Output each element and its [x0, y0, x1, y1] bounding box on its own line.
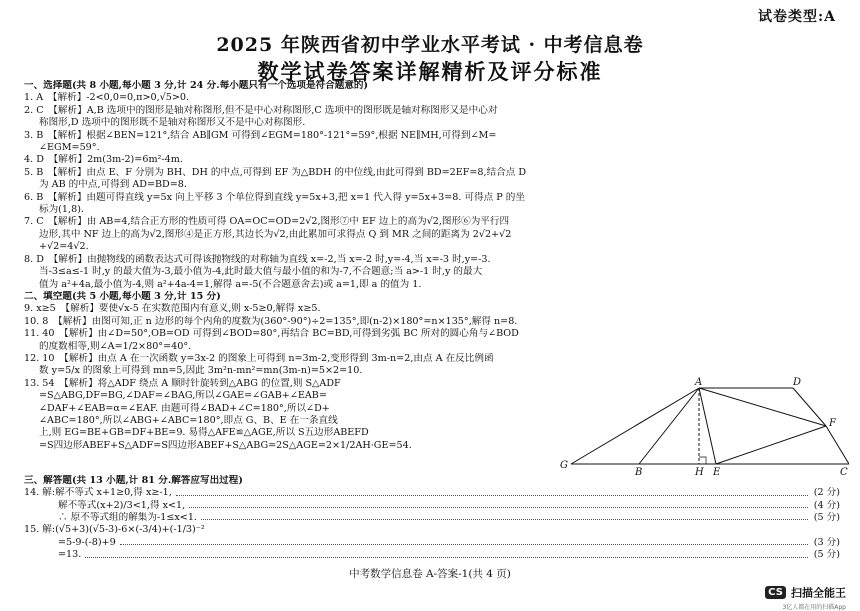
solution-step	[24, 549, 840, 561]
score-points: (5 分)	[813, 511, 840, 523]
answer-line: 2. C 【解析】A,B 选项中的图形是轴对称图形,但不是中心对称图形,C 选项中的图形既是轴对称图形又是中心对	[24, 104, 498, 116]
scanner-logo-icon: CS	[765, 586, 786, 599]
solution-step-text: 14. 解:解不等式 x+1≥0,得 x≥-1,	[24, 487, 172, 499]
answer-key-title: 数学试卷答案详解精析及评分标准	[257, 59, 603, 84]
answer-line: 称图形,D 选项中的图形既不是轴对称图形又不是中心对称图形.	[39, 117, 306, 129]
answer-content	[24, 80, 848, 562]
dotted-leader	[201, 512, 808, 520]
dotted-leader	[176, 487, 808, 495]
answer-line: ∠DAF+∠EAB=α=∠EAF. 由题可得∠BAD+∠C=180°,所以∠D+	[39, 402, 330, 414]
answer-line: ∠ABC=180°,所以∠ABG+∠ABC=180°,即点 G、B、E 在一条直线	[39, 414, 338, 426]
question-13	[24, 376, 848, 476]
solution-step	[24, 537, 840, 549]
dotted-leader	[189, 500, 808, 508]
page-footer: 中考数学信息卷 A-答案-1(共 4 页)	[349, 568, 511, 580]
solution-step	[24, 512, 840, 524]
answer-line: 边形,其中 NF 边上的高为√2,图形④是正方形,其边长为√2,由此累加可求得点 Q 到 MR 之间的距离为 2√2+√2	[39, 228, 512, 240]
scanner-app-name: 扫描全能王	[791, 586, 846, 600]
label-E: E	[713, 466, 721, 476]
section-heading: 二、填空题(共 5 小题,每小题 3 分,计 15 分)	[24, 290, 221, 302]
answer-line: 8. D 【解析】由抛物线的函数表达式可得该抛物线的对称轴为直线 x=-2,当 x=-2 时,y=-4,当 x=-3 时,y=-3.	[24, 253, 491, 265]
answer-line: 当-3≤a≤-1 时,y 的最大值为-3,最小值为-4,此时最大值与最小值的和为-7,不合题意;当 a>-1 时,y 的最大	[39, 266, 483, 278]
answer-line: 5. B 【解析】由点 E、F 分别为 BH、DH 的中点,可得到 EF 为△BDH 的中位线,由此可得到 BD=2EF=8,结合点 D	[24, 166, 527, 178]
label-H: H	[695, 466, 704, 476]
answer-line: 的度数相等,则∠A=1/2×80°=40°.	[39, 340, 192, 352]
answer-line: 6. B 【解析】由题可得直线 y=5x 向上平移 3 个单位得到直线 y=5x+3,把 x=1 代入得 y=5x+3=8. 可得点 P 的坐	[24, 191, 525, 203]
section-heading: 一、选择题(共 8 小题,每小题 3 分,计 24 分.每小题只有一个选项是符合题意的)	[24, 80, 369, 91]
solution-step	[24, 500, 840, 512]
dotted-leader	[85, 549, 807, 557]
answer-line: 3. B 【解析】根据∠BEN=121°,结合 AB∥GM 可得到∠EGM=180°-121°=59°,根据 NE∥MH,可得到∠M=	[24, 129, 497, 141]
answer-line: =S△ABG,DF=BG,∠DAF=∠BAG,所以∠GAE=∠GAB+∠EAB=	[39, 390, 327, 402]
answer-line: 12. 10 【解析】由点 A 在一次函数 y=3x-2 的图象上可得到 n=3m-2,变形得到 3m-n=2,由点 A 在反比例函	[24, 352, 494, 364]
label-B: B	[635, 466, 643, 476]
answer-block-solutions	[24, 475, 840, 562]
scanner-tagline: 3亿人都在用的扫描App	[782, 604, 846, 611]
paper-type-label: 试卷类型:A	[757, 9, 836, 25]
answer-line: +√2=4√2.	[39, 241, 89, 253]
solution-step	[24, 487, 840, 499]
score-points: (5 分)	[813, 549, 840, 561]
score-points: (4 分)	[813, 499, 840, 511]
answer-line: 10. 8 【解析】由图可知,正 n 边形的每个内角的度数为(360°-90°)÷2=135°,即(n-2)×180°=n×135°,解得 n=8.	[24, 315, 518, 327]
answer-line: 9. x≥5 【解析】要使√x-5 在实数范围内有意义,则 x-5≥0,解得 x≥5.	[24, 303, 321, 315]
section-heading: 三、解答题(共 13 小题,计 81 分.解答应写出过程)	[24, 474, 243, 486]
dotted-leader	[120, 537, 808, 545]
solution-step-text: ∴ 原不等式组的解集为-1≤x<1.	[58, 511, 197, 523]
geometry-figure	[549, 376, 849, 476]
answer-line: 13. 54 【解析】将△ADF 绕点 A 顺时针旋转到△ABG 的位置,则 S△ADF	[24, 377, 341, 389]
answer-line: 数 y=5/x 的图象上可得到 mn=5,因此 3m²n-mn²=mn(3m-n)=5×2=10.	[39, 365, 363, 377]
answer-line: 标为(1,8).	[39, 204, 84, 216]
label-D: D	[793, 376, 802, 388]
answer-line: 11. 40 【解析】由∠D=50°,OB=OD 可得到∠BOD=80°,再结合 BC=BD,可得到劣弧 BC 所对的圆心角与∠BOD	[24, 328, 519, 340]
scanner-watermark	[765, 582, 846, 611]
label-G: G	[560, 459, 568, 471]
answer-line: 上,则 EG=BE+GB=DF+BE=9. 易得△AFE≌△AGE,所以 S五边形ABEFD	[39, 427, 369, 439]
answer-line: ∠EGM=59°.	[39, 142, 100, 154]
score-points: (2 分)	[813, 487, 840, 499]
label-F: F	[829, 417, 836, 429]
label-C: C	[840, 466, 848, 476]
exam-title: 2025 年陕西省初中学业水平考试 · 中考信息卷	[216, 34, 644, 56]
answer-line: 15. 解:(√5+3)(√5-3)-6×(-3/4)+(-1/3)⁻²	[24, 524, 205, 536]
question-13-text	[24, 378, 584, 452]
solution-step-text: 解不等式(x+2)/3<1,得 x<1,	[58, 499, 186, 511]
solution-step-text: =5-9-(-8)+9	[58, 536, 116, 548]
answer-line: 4. D 【解析】2m(3m-2)=6m²-4m.	[24, 154, 183, 166]
score-points: (3 分)	[813, 536, 840, 548]
answer-line: 为 AB 的中点,可得到 AD=BD=8.	[39, 179, 187, 191]
label-A: A	[695, 376, 703, 388]
answer-line: 1. A 【解析】-2<0,0=0,π>0,√5>0.	[24, 92, 190, 104]
answer-line: 值为 a²+4a,最小值为-4,则 a²+4a-4=1,解得 a=-5(不合题意舍去)或 a=1,即 a 的值为 1.	[39, 278, 422, 290]
answer-line: =S四边形ABEF+S△ADF=S四边形ABEF+S△ABG=2S△AGE=2×1/2AH·GE=54.	[39, 439, 412, 451]
answer-line: 7. C 【解析】由 AB=4,结合正方形的性质可得 OA=OC=OD=2√2,图形⑦中 EF 边上的高为√2,图形⑥为平行四	[24, 216, 510, 228]
answer-block-choice-fill	[24, 80, 840, 378]
solution-step-text: =13.	[58, 549, 82, 561]
